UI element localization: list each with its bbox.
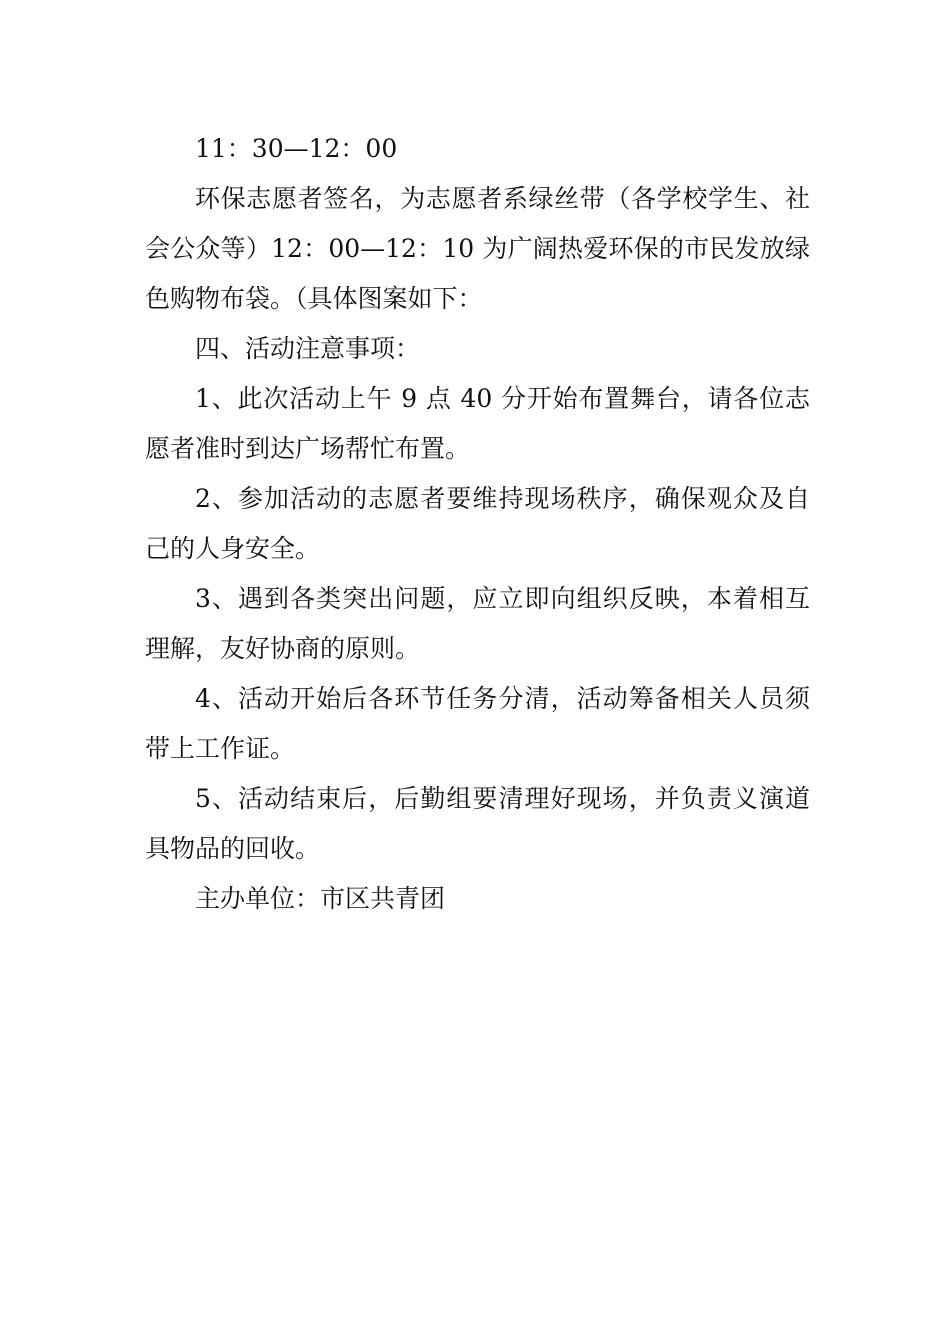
note-item-5: 5、活动结束后，后勤组要清理好现场，并负责义演道具物品的回收。 (145, 784, 810, 863)
time-range-paragraph: 11：30—12：00 (195, 134, 398, 163)
organizer-line: 主办单位：市区共青团 (195, 884, 446, 913)
document-body (145, 124, 810, 924)
section-heading-notes: 四、活动注意事项： (195, 334, 421, 363)
note-item-3: 3、遇到各类突出问题，应立即向组织反映，本着相互理解，友好协商的原则。 (145, 584, 810, 663)
note-item-1: 1、此次活动上午 9 点 40 分开始布置舞台，请各位志愿者准时到达广场帮忙布置。 (145, 384, 810, 463)
note-item-4: 4、活动开始后各环节任务分清，活动筹备相关人员须带上工作证。 (145, 684, 810, 763)
note-item-2: 2、参加活动的志愿者要维持现场秩序，确保观众及自己的人身安全。 (145, 484, 810, 563)
volunteer-signing-paragraph: 环保志愿者签名，为志愿者系绿丝带（各学校学生、社会公众等）12：00—12：10 为广阔热爱环保的市民发放绿色购物布袋。（具体图案如下： (145, 184, 810, 313)
